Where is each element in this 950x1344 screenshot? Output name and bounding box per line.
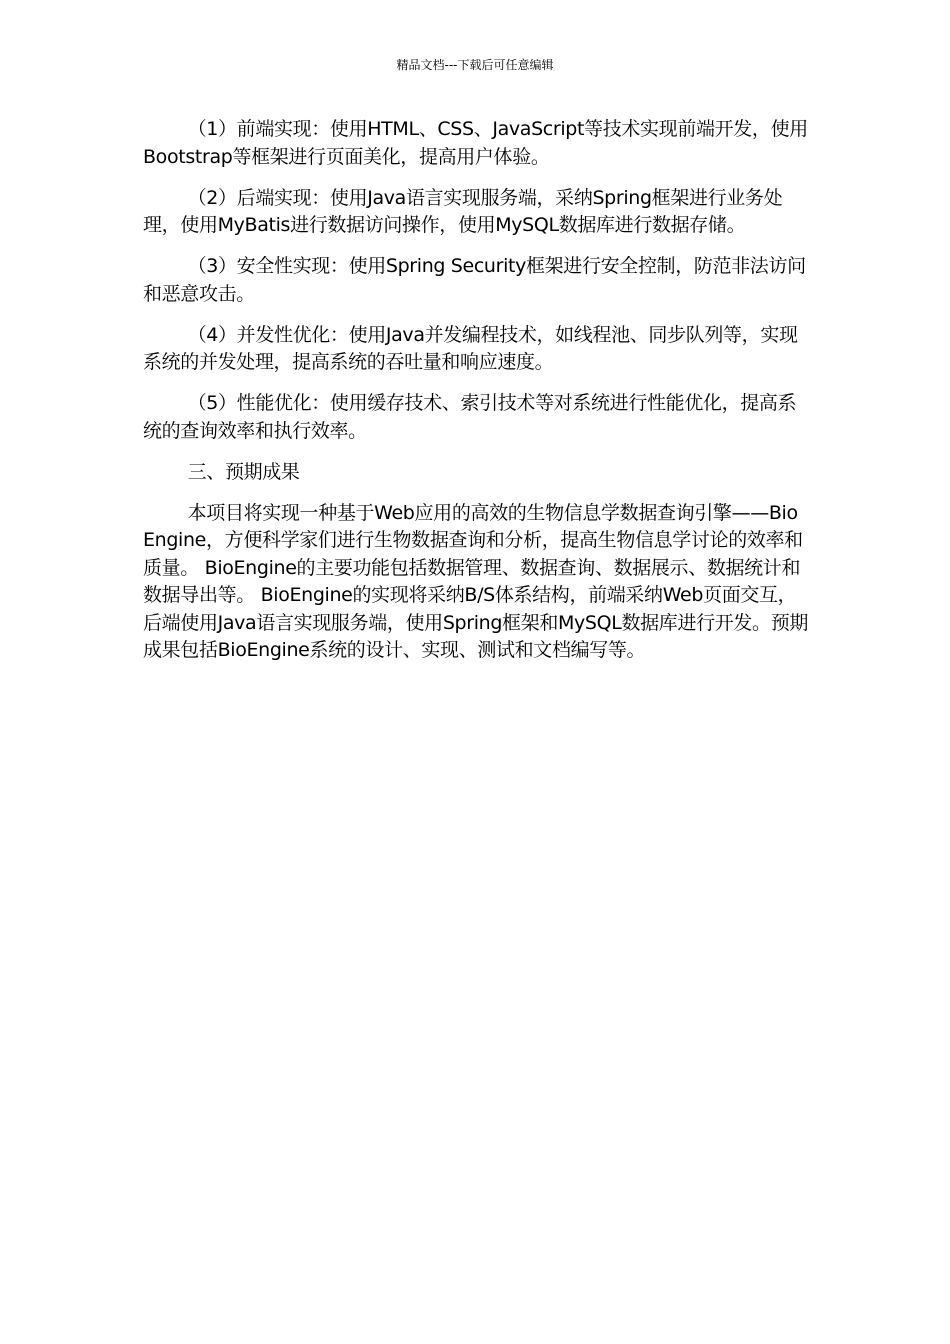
document-body bbox=[143, 116, 808, 678]
page-header: 精品文档---下载后可任意编辑 bbox=[396, 58, 554, 72]
paragraph-expected-results: 本项目将实现一种基于Web应用的高效的生物信息学数据查询引擎——BioEngine，方便科学家们进行生物数据查询和分析，提高生物信息学讨论的效率和质量。 BioEngine的主要功能包括数据管理、数据查询、数据展示、数据统计和数据导出等。 BioEngine的实现将采纳B/S体系结构，前端采纳Web页面交互，后端使用Java语言实现服务端，使用Spring框架和MySQL数据库进行开发。预期成果包括BioEngine系统的设计、实现、测试和文档编写等。 bbox=[143, 501, 808, 661]
paragraph-performance: （5）性能优化：使用缓存技术、索引技术等对系统进行性能优化，提高系统的查询效率和执行效率。 bbox=[143, 392, 797, 442]
section-heading: 三、预期成果 bbox=[187, 460, 300, 483]
paragraph-backend: （2）后端实现：使用Java语言实现服务端，采纳Spring框架进行业务处理，使用MyBatis进行数据访问操作，使用MySQL数据库进行数据存储。 bbox=[143, 186, 783, 236]
paragraph-concurrency: （4）并发性优化：使用Java并发编程技术，如线程池、同步队列等，实现系统的并发处理，提高系统的吞吐量和响应速度。 bbox=[143, 323, 798, 373]
paragraph-security: （3）安全性实现：使用Spring Security框架进行安全控制，防范非法访问和恶意攻击。 bbox=[143, 255, 806, 305]
paragraph-frontend: （1）前端实现：使用HTML、CSS、JavaScript等技术实现前端开发，使用Bootstrap等框架进行页面美化，提高用户体验。 bbox=[143, 118, 808, 168]
